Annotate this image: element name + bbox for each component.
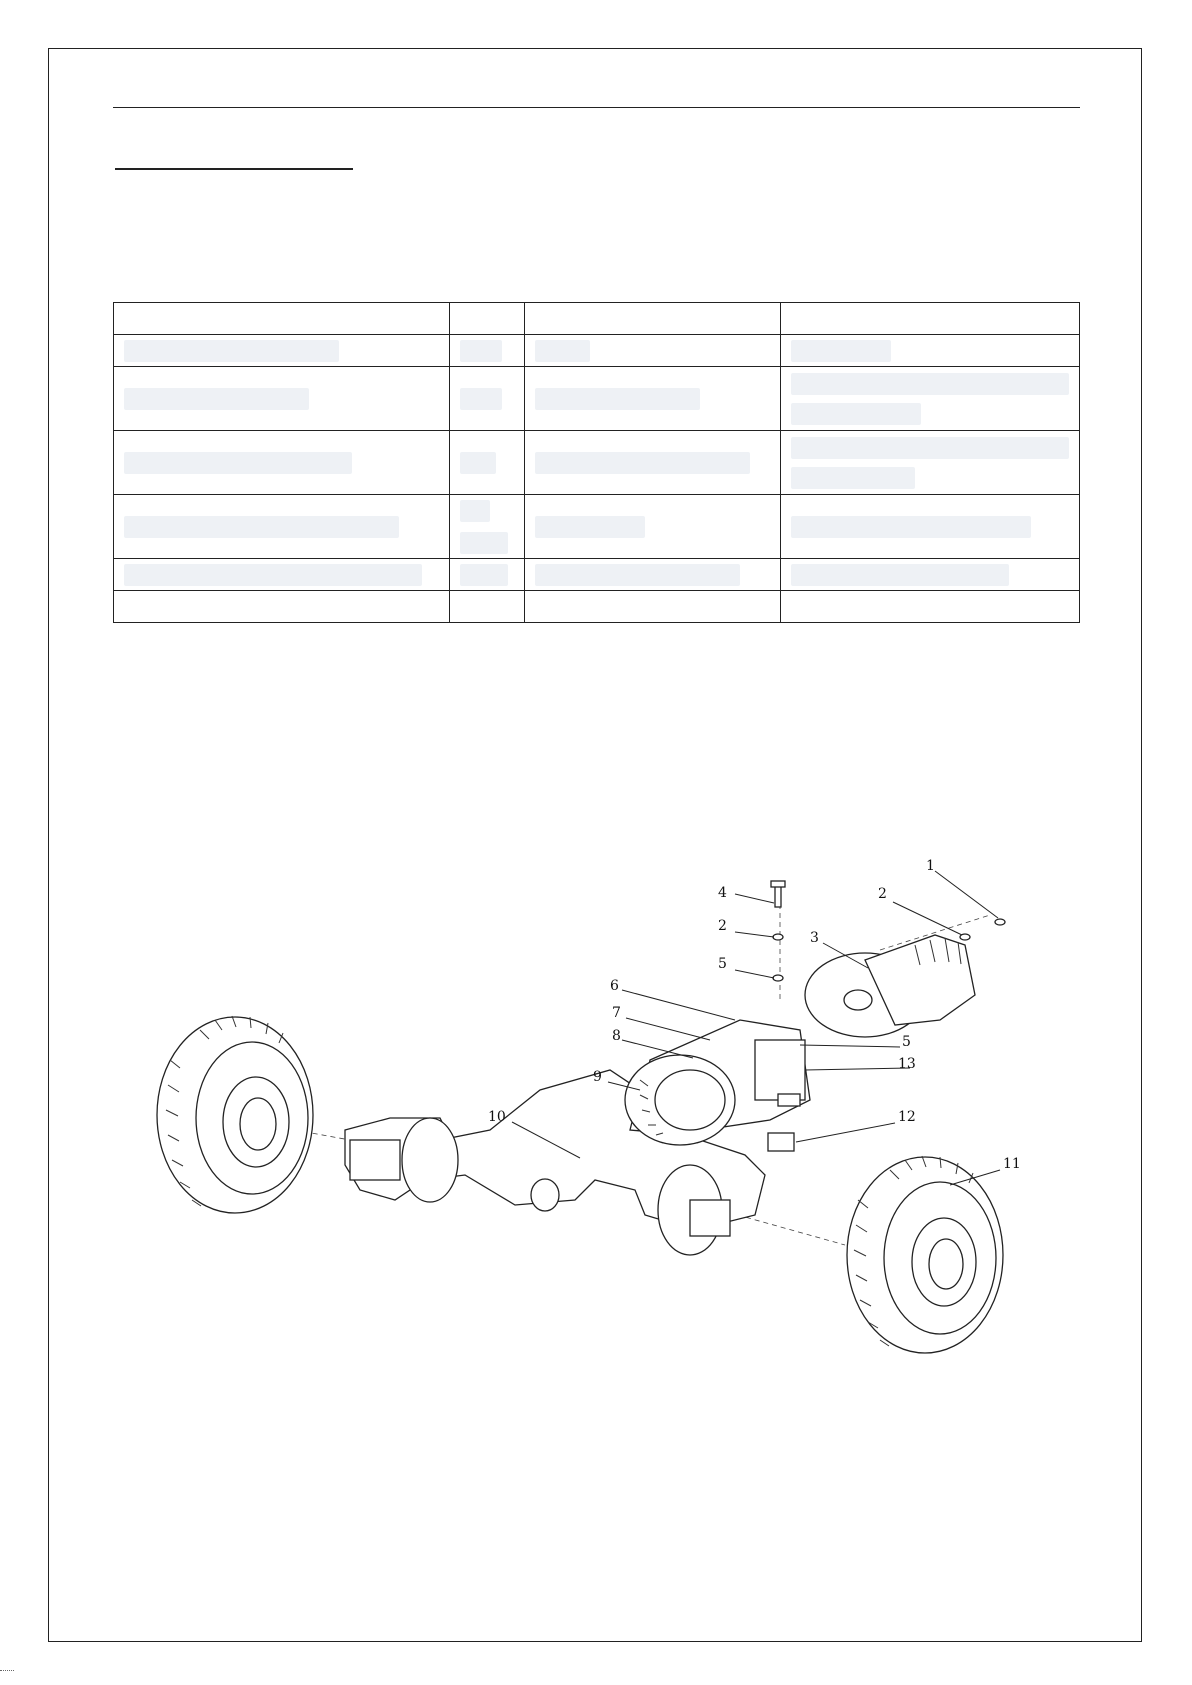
callout-label: 6 <box>610 978 619 994</box>
callout-label: 7 <box>612 1005 621 1021</box>
callout-label: 10 <box>488 1109 506 1125</box>
callout-label: 11 <box>1003 1156 1021 1172</box>
right-tire <box>847 1156 1003 1353</box>
callout-label: 4 <box>718 885 727 901</box>
callout-label: 9 <box>593 1069 602 1085</box>
callout-label: 1 <box>926 858 935 874</box>
callout-label: 5 <box>718 956 727 972</box>
left-tire <box>157 1016 313 1213</box>
callout-label: 5 <box>902 1034 911 1050</box>
callout-label: 8 <box>612 1028 621 1044</box>
corner-mark <box>0 1670 14 1671</box>
callout-label: 2 <box>718 918 727 934</box>
callout-label: 2 <box>878 886 887 902</box>
motor-flange <box>805 935 975 1037</box>
callout-label: 3 <box>810 930 819 946</box>
gearbox-assembly <box>625 1020 810 1145</box>
callout-label: 12 <box>898 1109 916 1125</box>
callout-label: 13 <box>898 1056 916 1072</box>
